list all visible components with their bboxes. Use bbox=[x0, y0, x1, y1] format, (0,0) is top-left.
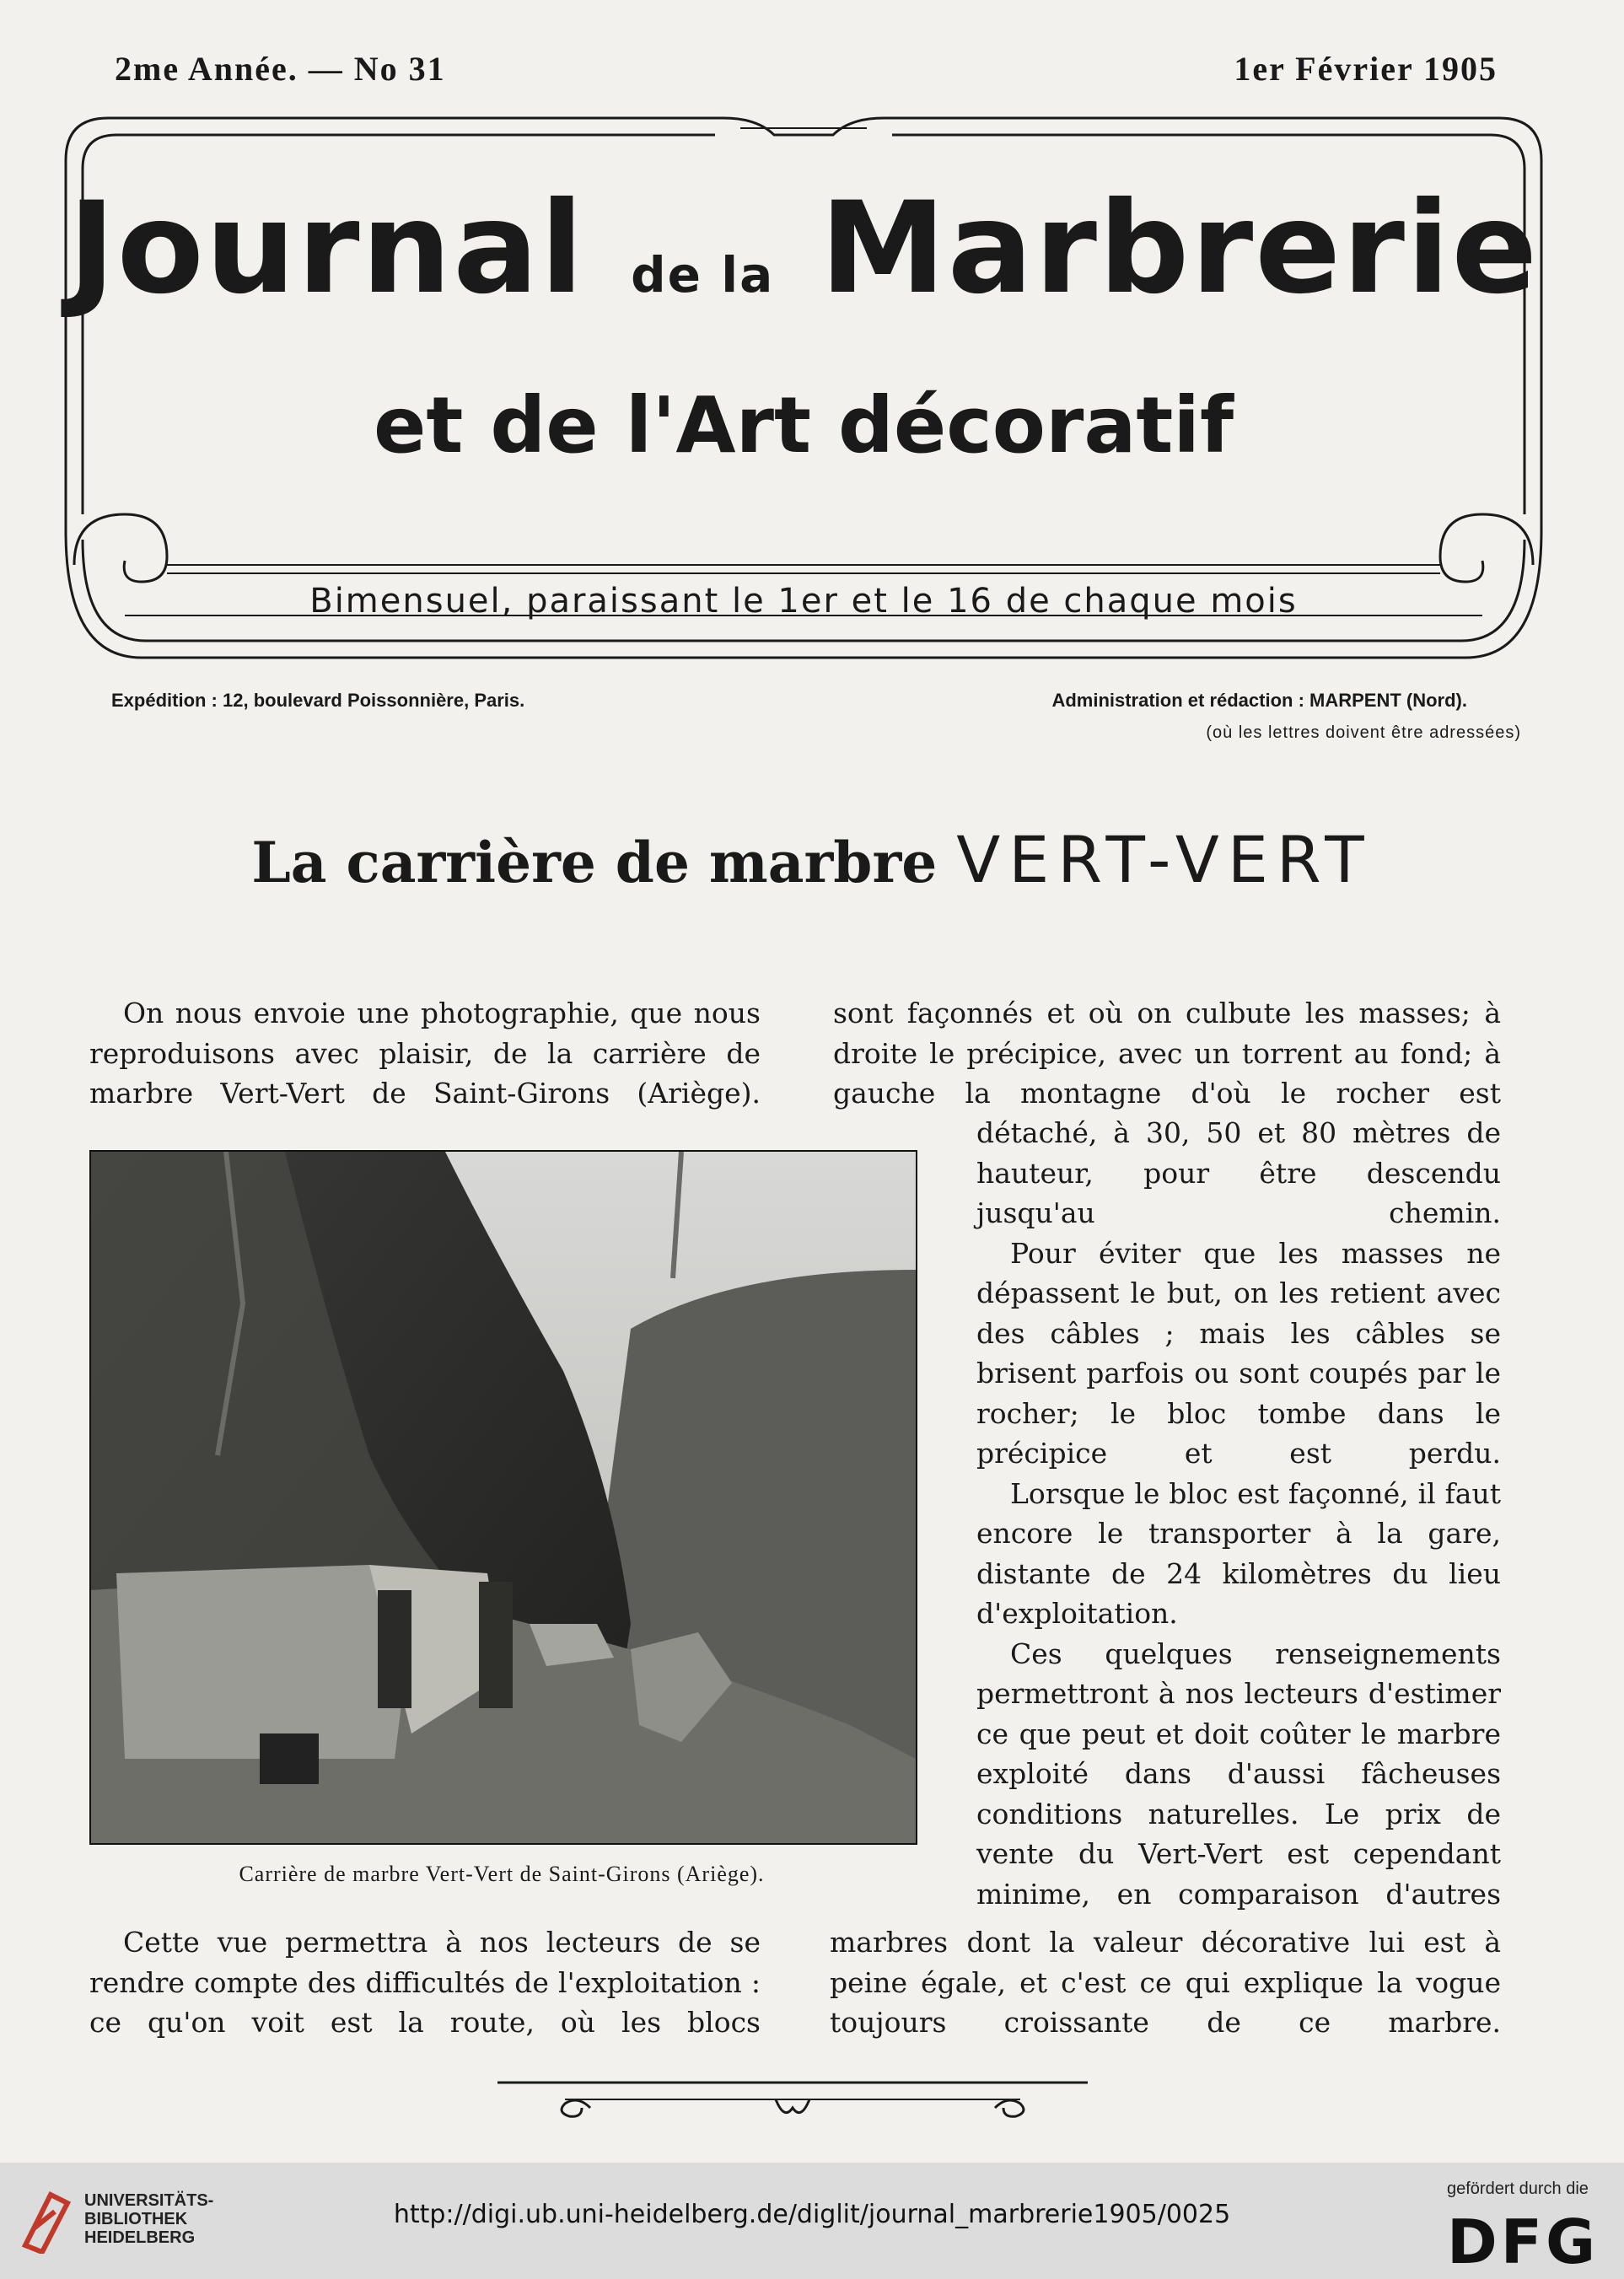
dfg-logo: DFG bbox=[1447, 2206, 1600, 2277]
address-note: (où les lettres doivent être adressées) bbox=[1206, 723, 1521, 742]
paragraph-right-2: Pour éviter que les masses ne dépassent le but, on les retient avec des câbles ; mais les câbles se brisent parfois ou sont coupés par le rocher; le bloc tombe dans le précipice et est perdu. bbox=[976, 1236, 1501, 1470]
masthead bbox=[49, 110, 1558, 666]
title-part-journal: Journal bbox=[67, 175, 585, 322]
paragraph-intro: On nous envoie une photographie, que nous reproduisons avec plaisir, de la carrière de marbre Vert-Vert de Saint-Girons (Ariège). bbox=[89, 997, 761, 1110]
expedition-address: Expédition : 12, boulevard Poissonnière, Paris. bbox=[111, 690, 525, 711]
funding-note: gefördert durch die bbox=[1447, 2180, 1589, 2198]
masthead-subtitle: et de l'Art décoratif bbox=[374, 380, 1234, 470]
digitization-footer bbox=[0, 2163, 1624, 2279]
paragraph-right-continued bbox=[976, 1113, 1501, 1914]
issue-number: 2me Année. — No 31 bbox=[115, 50, 446, 88]
article-title-vert-vert: VERT-VERT bbox=[956, 822, 1373, 897]
title-part-de-la: de la bbox=[631, 246, 775, 304]
photo-caption: Carrière de marbre Vert-Vert de Saint-Girons (Ariège). bbox=[239, 1862, 765, 1886]
article-title-main: La carrière de marbre bbox=[251, 830, 938, 895]
library-name: UNIVERSITÄTS- BIBLIOTHEK HEIDELBERG bbox=[84, 2191, 214, 2247]
paragraph-right-1: détaché, à 30, 50 et 80 mètres de hauteur, pour être descendu jusqu'au chemin. bbox=[976, 1116, 1501, 1229]
paragraph-right-4: Ces quelques renseignements permettront à nos lecteurs d'estimer ce que peut et doit coûter le marbre exploité dans d'aussi fâcheuses conditions naturelles. Le prix de vente du Vert-Vert est cependant minime, en comparaison d'autres bbox=[976, 1637, 1501, 1911]
quarry-photo-image bbox=[91, 1152, 916, 1843]
paragraph-right-bottom: marbres dont la valeur décorative lui est à peine égale, et c'est ce qui explique la vogue toujours croissante de ce marbre. bbox=[830, 1926, 1501, 2039]
end-ornament bbox=[497, 2074, 1088, 2125]
administration-address: Administration et rédaction : MARPENT (Nord). bbox=[1051, 690, 1467, 711]
article-title bbox=[0, 822, 1624, 897]
quarry-photograph bbox=[89, 1150, 917, 1845]
paragraph-right-top: sont façonnés et où on culbute les masses; à droite le précipice, avec un torrent au fond; à gauche la montagne d'où le rocher est bbox=[833, 997, 1501, 1110]
paragraph-left-bottom: Cette vue permettra à nos lecteurs de se rendre compte des difficultés de l'exploitation : ce qu'on voit est la route, où les blocs bbox=[89, 1926, 761, 2039]
paragraph-right-3: Lorsque le bloc est façonné, il faut encore le transporter à la gare, distante de 24 kilomètres du lieu d'exploitation. bbox=[976, 1476, 1501, 1630]
title-part-marbrerie: Marbrerie bbox=[820, 175, 1540, 322]
masthead-tagline: Bimensuel, paraissant le 1er et le 16 de chaque mois bbox=[309, 582, 1298, 621]
issue-date: 1er Février 1905 bbox=[1234, 50, 1498, 88]
source-url[interactable]: http://digi.ub.uni-heidelberg.de/diglit/journal_marbrerie1905/0025 bbox=[393, 2200, 1231, 2229]
masthead-title bbox=[49, 177, 1558, 347]
